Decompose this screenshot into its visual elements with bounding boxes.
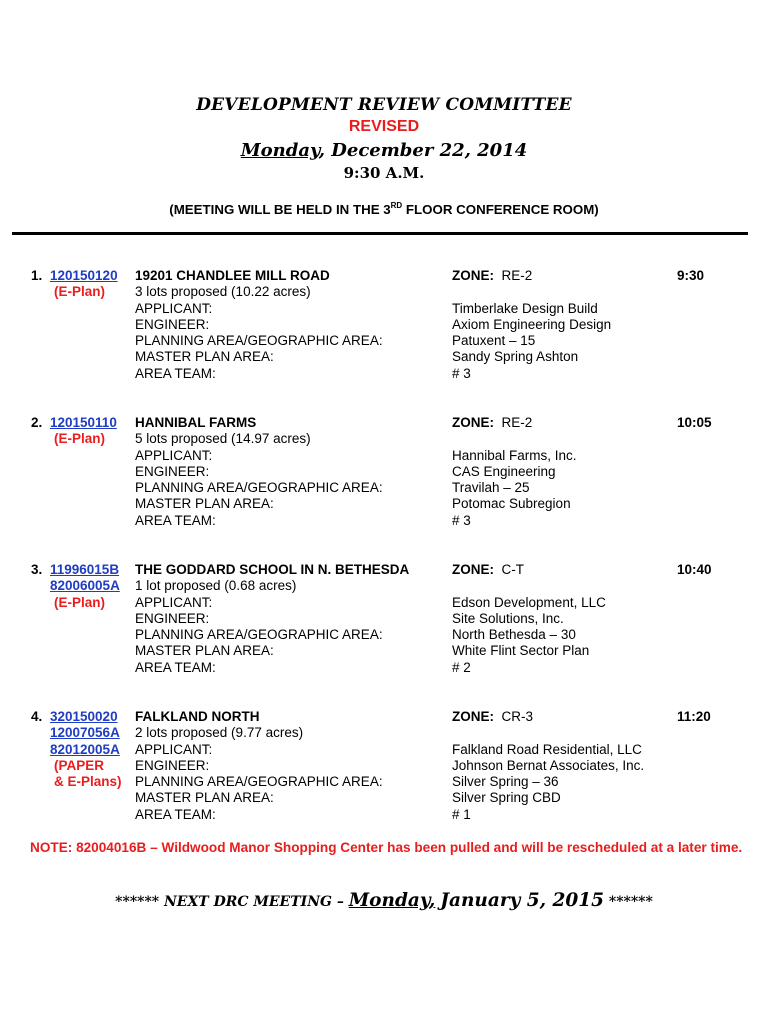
next-meeting bbox=[0, 890, 768, 911]
engineer-label: ENGINEER: bbox=[135, 463, 210, 479]
plan-type-label: (PAPER bbox=[54, 757, 105, 773]
plan-type-label: (E-Plan) bbox=[54, 431, 106, 447]
plan-type-label: (E-Plan) bbox=[54, 284, 106, 300]
area-team-value: # 2 bbox=[452, 659, 471, 675]
room-note bbox=[0, 201, 768, 217]
zone bbox=[452, 268, 611, 284]
zone-value: CR-3 bbox=[501, 709, 534, 724]
item-number: 1. bbox=[31, 268, 43, 283]
zone-label: ZONE: bbox=[452, 562, 494, 577]
plan-number-link[interactable]: 11996015B bbox=[50, 562, 120, 577]
applicant-label: APPLICANT: bbox=[135, 447, 213, 463]
item-details bbox=[135, 562, 409, 676]
area-team-label: AREA TEAM: bbox=[135, 365, 216, 381]
plan-ids bbox=[50, 268, 118, 301]
item-time: 10:05 bbox=[677, 415, 712, 430]
master-plan-value: Sandy Spring Ashton bbox=[452, 349, 579, 365]
item-values bbox=[452, 562, 606, 676]
room-note-sup: RD bbox=[390, 201, 403, 210]
pulled-note: NOTE: 82004016B – Wildwood Manor Shopping Center has been pulled and will be rescheduled at a later time. bbox=[30, 840, 743, 855]
applicant-label: APPLICANT: bbox=[135, 741, 213, 757]
engineer-value: Site Solutions, Inc. bbox=[452, 610, 564, 626]
area-team-label: AREA TEAM: bbox=[135, 659, 216, 675]
planning-area-value: Patuxent – 15 bbox=[452, 333, 536, 349]
plan-ids bbox=[50, 415, 117, 448]
planning-area-label: PLANNING AREA/GEOGRAPHIC AREA: bbox=[135, 480, 383, 496]
item-number: 3. bbox=[31, 562, 43, 577]
zone-label: ZONE: bbox=[452, 415, 494, 430]
room-note-post: FLOOR CONFERENCE ROOM) bbox=[402, 202, 599, 217]
plan-number-link[interactable]: 82006005A bbox=[50, 578, 120, 594]
item-time: 11:20 bbox=[677, 709, 711, 724]
plan-number-link[interactable]: 82012005A bbox=[50, 741, 120, 757]
planning-area-label: PLANNING AREA/GEOGRAPHIC AREA: bbox=[135, 627, 383, 643]
next-meeting-suffix: ****** bbox=[608, 894, 653, 910]
item-details bbox=[135, 415, 383, 529]
area-team-label: AREA TEAM: bbox=[135, 806, 216, 822]
master-plan-label: MASTER PLAN AREA: bbox=[135, 496, 274, 512]
master-plan-value: White Flint Sector Plan bbox=[452, 643, 590, 659]
planning-area-value: North Bethesda – 30 bbox=[452, 627, 576, 643]
engineer-value: CAS Engineering bbox=[452, 463, 556, 479]
item-time: 9:30 bbox=[677, 268, 705, 283]
lots-proposed: 2 lots proposed (9.77 acres) bbox=[135, 725, 304, 741]
master-plan-value: Silver Spring CBD bbox=[452, 790, 561, 806]
applicant-value: Falkland Road Residential, LLC bbox=[452, 741, 642, 757]
planning-area-label: PLANNING AREA/GEOGRAPHIC AREA: bbox=[135, 333, 383, 349]
project-name: THE GODDARD SCHOOL IN N. BETHESDA bbox=[135, 562, 410, 577]
area-team-value: # 1 bbox=[452, 806, 471, 822]
engineer-value: Johnson Bernat Associates, Inc. bbox=[452, 757, 645, 773]
area-team-label: AREA TEAM: bbox=[135, 512, 216, 528]
next-meeting-prefix: ****** NEXT DRC MEETING – bbox=[115, 894, 344, 910]
planning-area-value: Travilah – 25 bbox=[452, 480, 530, 496]
room-note-pre: (MEETING WILL BE HELD IN THE 3 bbox=[169, 202, 391, 217]
lots-proposed: 5 lots proposed (14.97 acres) bbox=[135, 431, 311, 447]
master-plan-label: MASTER PLAN AREA: bbox=[135, 349, 274, 365]
engineer-label: ENGINEER: bbox=[135, 757, 210, 773]
master-plan-label: MASTER PLAN AREA: bbox=[135, 643, 274, 659]
zone-label: ZONE: bbox=[452, 268, 494, 283]
master-plan-value: Potomac Subregion bbox=[452, 496, 571, 512]
zone-label: ZONE: bbox=[452, 709, 494, 724]
plan-number-link[interactable]: 12007056A bbox=[50, 725, 120, 741]
master-plan-label: MASTER PLAN AREA: bbox=[135, 790, 274, 806]
engineer-label: ENGINEER: bbox=[135, 610, 210, 626]
meeting-date bbox=[0, 140, 768, 161]
applicant-value: Hannibal Farms, Inc. bbox=[452, 447, 577, 463]
item-values bbox=[452, 268, 611, 382]
revised-label: REVISED bbox=[348, 118, 420, 135]
item-values bbox=[452, 415, 577, 529]
item-time: 10:40 bbox=[677, 562, 712, 577]
zone bbox=[452, 709, 644, 725]
item-number: 4. bbox=[31, 709, 43, 724]
area-team-value: # 3 bbox=[452, 365, 471, 381]
planning-area-value: Silver Spring – 36 bbox=[452, 774, 559, 790]
plan-number-link[interactable]: 320150020 bbox=[50, 709, 118, 724]
lots-proposed: 3 lots proposed (10.22 acres) bbox=[135, 284, 311, 300]
applicant-value: Edson Development, LLC bbox=[452, 594, 606, 610]
planning-area-label: PLANNING AREA/GEOGRAPHIC AREA: bbox=[135, 774, 383, 790]
header-divider bbox=[12, 232, 748, 235]
zone bbox=[452, 562, 606, 578]
applicant-label: APPLICANT: bbox=[135, 300, 213, 316]
next-meeting-date: January 5, 2015 bbox=[440, 890, 605, 911]
project-name: FALKLAND NORTH bbox=[135, 709, 260, 724]
zone bbox=[452, 415, 577, 431]
item-details bbox=[135, 268, 383, 382]
plan-type-label: & E-Plans) bbox=[54, 774, 122, 790]
item-number: 2. bbox=[31, 415, 43, 430]
page-title: DEVELOPMENT REVIEW COMMITTEE bbox=[196, 95, 572, 115]
project-name: 19201 CHANDLEE MILL ROAD bbox=[135, 268, 330, 283]
meeting-time: 9:30 A.M. bbox=[343, 164, 425, 182]
engineer-value: Axiom Engineering Design bbox=[452, 316, 612, 332]
next-meeting-day: Monday, bbox=[348, 890, 436, 911]
plan-ids bbox=[50, 562, 120, 611]
meeting-day: Monday bbox=[240, 140, 319, 161]
applicant-label: APPLICANT: bbox=[135, 594, 213, 610]
project-name: HANNIBAL FARMS bbox=[135, 415, 257, 430]
zone-value: RE-2 bbox=[501, 415, 533, 430]
zone-value: C-T bbox=[501, 562, 525, 577]
meeting-date-rest: , December 22, 2014 bbox=[318, 140, 528, 161]
applicant-value: Timberlake Design Build bbox=[452, 300, 598, 316]
plan-type-label: (E-Plan) bbox=[54, 594, 106, 610]
lots-proposed: 1 lot proposed (0.68 acres) bbox=[135, 578, 297, 594]
zone-value: RE-2 bbox=[501, 268, 533, 283]
item-details bbox=[135, 709, 383, 823]
item-values bbox=[452, 709, 644, 823]
plan-number-link[interactable]: 120150120 bbox=[50, 268, 118, 283]
plan-ids bbox=[50, 709, 122, 790]
area-team-value: # 3 bbox=[452, 512, 471, 528]
plan-number-link[interactable]: 120150110 bbox=[50, 415, 117, 430]
engineer-label: ENGINEER: bbox=[135, 316, 210, 332]
